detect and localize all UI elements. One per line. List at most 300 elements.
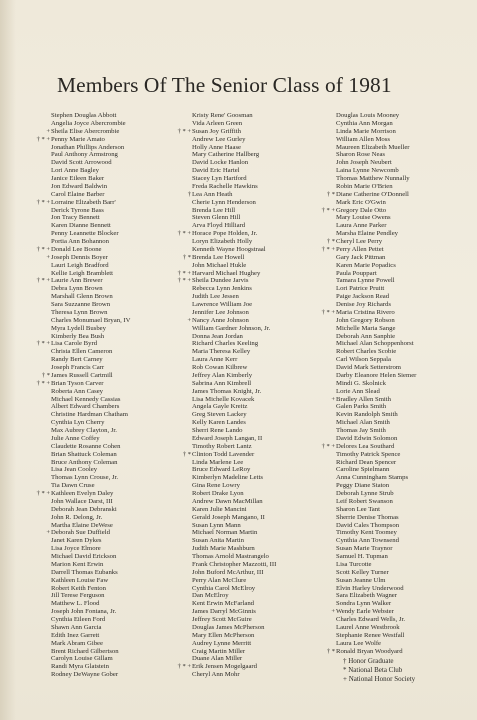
honor-marker: + [46, 529, 50, 537]
student-name: Douglas Louis Mooney [336, 112, 400, 119]
student-name: John Joseph Neubert [336, 159, 392, 167]
legend-item: † Honor Graduate [343, 657, 394, 665]
student-name: Lisa Carole Byrd [51, 340, 98, 348]
student-name: Lea Ann Heath [192, 190, 233, 198]
student-name: Laurie Ann Brewer [51, 277, 103, 285]
list-item [192, 159, 276, 167]
honor-marker: † * + [36, 379, 50, 387]
list-item [336, 553, 416, 561]
honor-marker: † * [182, 450, 191, 458]
student-name: Kevin Randolph Smith [336, 411, 398, 419]
list-item [192, 648, 276, 656]
student-name: John R. Delong, Jr. [51, 513, 103, 521]
list-item [192, 616, 276, 624]
list-item [336, 411, 416, 419]
student-name: David Cales Thompson [336, 521, 400, 529]
list-item [192, 214, 276, 222]
student-name: David Edwin Solomon [336, 434, 398, 442]
list-item [336, 624, 416, 632]
list-item [51, 356, 131, 364]
list-item [192, 144, 276, 152]
honor-marker: † * + [321, 442, 335, 450]
list-item [51, 474, 131, 482]
list-item [51, 451, 131, 459]
student-name: Holly Anne Haase [192, 143, 242, 151]
student-name: Maria Cristina Rivero [336, 308, 395, 316]
list-item [51, 506, 131, 514]
list-item [192, 553, 276, 561]
list-item [51, 592, 131, 600]
student-name: Timothy Kent Toomey [336, 529, 397, 537]
list-item [336, 325, 416, 333]
list-item [192, 632, 276, 640]
list-item [192, 246, 276, 254]
student-name: Darrell Thomas Eubanks [51, 568, 118, 576]
list-item [41, 371, 131, 380]
student-name: John Wallace Darst, III [51, 497, 113, 505]
honor-marker: † [187, 190, 191, 198]
list-item [336, 459, 416, 467]
list-item [336, 159, 416, 167]
student-name: Shawn Ann Garcia [51, 623, 102, 631]
student-name: Steven Glenn Hill [192, 214, 241, 222]
list-item [51, 466, 131, 474]
list-item [51, 144, 131, 152]
list-item [46, 127, 131, 136]
list-item [51, 585, 131, 593]
student-name: Tia Dawn Cruse [51, 482, 95, 490]
list-item [51, 498, 131, 506]
student-name: Cheryl Lee Perry [336, 238, 383, 245]
student-name: Stephen Douglas Abbott [51, 112, 117, 119]
student-name: Dan McElroy [192, 592, 229, 600]
list-item [336, 144, 416, 152]
student-name: Douglas James McPherson [192, 623, 265, 631]
student-name: Lori Anne Bagley [51, 167, 99, 175]
student-name: Paige Jackson Read [336, 293, 390, 301]
list-item [321, 442, 416, 451]
student-name: Judith Lee Jessen [192, 293, 239, 301]
student-name: Donald Lee Boone [51, 245, 102, 253]
student-name: Max Aubrey Clayton, Jr. [51, 427, 117, 434]
student-name: Angelia Joyce Abercrombie [51, 119, 126, 127]
list-item [192, 600, 276, 608]
list-item [336, 222, 416, 230]
student-name: Duane Alan Miller [192, 655, 243, 663]
student-name: Brent Richard Gilbertson [51, 647, 119, 655]
list-item [51, 207, 131, 215]
student-name: Jeffrey Scott McGuire [192, 616, 252, 623]
list-item [192, 655, 276, 663]
list-item [51, 309, 131, 317]
list-item [336, 372, 416, 380]
list-item [51, 459, 131, 467]
list-item [51, 151, 131, 159]
student-name: Christine Hardman Chatham [51, 411, 128, 419]
student-name: Randy Bert Carney [51, 356, 103, 364]
student-name: Mark Eric O'Gwin [336, 198, 386, 206]
student-name: Joseph Dennis Boyer [51, 253, 108, 261]
student-name: Gina Rene Lowry [192, 482, 240, 490]
student-name: Karen Julie Mancini [192, 505, 247, 513]
student-name: Nancy Anne Johnson [192, 316, 249, 324]
honor-marker: † * + [177, 269, 191, 277]
list-item [51, 191, 131, 199]
list-item [51, 600, 131, 608]
list-item [51, 655, 131, 663]
list-item [192, 309, 276, 317]
list-item [192, 435, 276, 443]
list-item [177, 230, 276, 238]
student-name: Janet Karen Dykes [51, 537, 102, 545]
list-item [336, 474, 416, 482]
list-item [336, 427, 416, 435]
student-name: Deborah Sue Duffield [51, 529, 110, 537]
student-name: Ronald Bryan Woodyard [336, 647, 403, 655]
list-item [192, 136, 276, 144]
student-name: Cynthia Ann Morgan [336, 119, 393, 127]
student-name: Stacey Lyn Hartford [192, 175, 247, 182]
list-item [336, 128, 416, 136]
student-name: Jill Terese Ferguson [51, 592, 105, 600]
student-name: Matthew L. Flood [51, 600, 100, 608]
name-column-2 [177, 112, 277, 679]
student-name: Portia Ann Bohannon [51, 238, 109, 245]
list-item [336, 348, 416, 356]
student-name: Horace Pope Holden, Jr. [192, 230, 258, 238]
list-item [192, 364, 276, 372]
list-item [187, 316, 276, 325]
student-name: Denise Joy Richards [336, 301, 391, 308]
honor-marker: † * + [36, 340, 50, 348]
student-name: Cherie Lynn Henderson [192, 198, 256, 206]
list-item [336, 522, 416, 530]
student-name: Robert Drake Lyon [192, 490, 244, 497]
list-item [192, 592, 276, 600]
student-name: Kellie Leigh Bramblett [51, 269, 114, 277]
list-item [192, 396, 276, 404]
student-name: Sharon Rose Neas [336, 151, 386, 159]
student-name: Robin Marie O'Brien [336, 182, 393, 190]
student-name: Janice Eileen Baker [51, 175, 105, 182]
student-name: Richard Dean Spencer [336, 458, 397, 466]
list-item [192, 529, 276, 537]
honor-marker: † * + [321, 206, 335, 214]
list-item [192, 285, 276, 293]
student-name: Stephanie Renee Westfall [336, 631, 405, 639]
student-name: Scott Kelley Turner [336, 568, 389, 576]
list-item [192, 293, 276, 301]
list-item [336, 151, 416, 159]
student-name: Judith Marie Mashburn [192, 545, 255, 553]
list-item [192, 112, 276, 120]
list-item [177, 277, 276, 285]
list-item [51, 348, 131, 356]
list-item [51, 616, 131, 624]
list-item [336, 640, 416, 648]
list-item [177, 269, 276, 278]
list-item [51, 230, 131, 238]
student-name: Lawrence William Joe [192, 301, 253, 308]
student-name: Paul Anthony Armstrong [51, 151, 118, 159]
list-item [192, 199, 276, 207]
student-name: Myra Lydell Busbey [51, 324, 106, 332]
list-item [51, 167, 131, 175]
honor-marker: † * + [177, 277, 191, 285]
student-name: Susan Marie Traynor [336, 545, 393, 553]
list-item [192, 380, 276, 388]
list-item [192, 608, 276, 616]
list-item [336, 214, 416, 222]
student-name: Kristy Rene' Goosman [192, 112, 253, 119]
student-name: Edward Joseph Langan, II [192, 434, 263, 442]
list-item [51, 262, 131, 270]
list-item [51, 608, 131, 616]
honor-marker: † * + [36, 490, 50, 497]
student-name: Debra Lynn Brown [51, 285, 103, 293]
list-item [51, 175, 131, 183]
list-item [336, 585, 416, 593]
student-name: Lorraine Elizabeth Barr' [51, 198, 116, 206]
list-item [336, 632, 416, 640]
list-item [51, 120, 131, 128]
student-name: Sondra Lynn Walker [336, 600, 392, 608]
student-name: James Russell Cartmill [51, 371, 113, 379]
student-name: Tamara Lynne Powell [336, 277, 395, 285]
list-item [192, 167, 276, 175]
list-item [336, 569, 416, 577]
student-name: David Mark Setterstrom [336, 364, 402, 371]
list-item [336, 293, 416, 301]
student-name: Leif Robert Swanson [336, 497, 393, 505]
student-name: Clinton Todd Lavender [192, 450, 255, 458]
list-item [321, 245, 416, 254]
student-name: Randi Myra Glatstein [51, 663, 109, 671]
student-name: Andrew Dawn MacMillan [192, 497, 263, 505]
list-item [336, 506, 416, 514]
list-item [192, 585, 276, 593]
list-item [336, 388, 416, 396]
student-name: Joseph Francis Carr [51, 364, 105, 371]
list-item [51, 222, 131, 230]
student-name: Jeffrey Alan Kimberly [192, 371, 253, 379]
list-item [51, 364, 131, 372]
list-item [336, 364, 416, 372]
list-item [326, 238, 416, 246]
honor-marker: + [46, 127, 50, 135]
list-item [336, 380, 416, 388]
list-item [51, 569, 131, 577]
student-name: Lauri Leigh Bradford [51, 261, 109, 269]
student-name: Andrew Lee Gurley [192, 135, 246, 143]
student-name: Rebecca Lynn Jenkins [192, 285, 252, 293]
list-item [321, 308, 416, 317]
list-item [51, 317, 131, 325]
list-item [51, 325, 131, 333]
student-name: Derick Tyrone Bass [51, 206, 104, 214]
list-item [192, 577, 276, 585]
list-item [51, 419, 131, 427]
list-item [51, 545, 131, 553]
student-name: Sabrina Ann Kimbrell [192, 379, 252, 387]
student-name: Bruce Edward LeRoy [192, 466, 251, 474]
list-item [46, 253, 131, 262]
student-name: Galen Parks Smith [336, 403, 387, 411]
list-item [51, 403, 131, 411]
list-item [36, 379, 131, 388]
student-name: Christa Ellen Cameron [51, 348, 113, 356]
list-item [46, 529, 131, 537]
list-item [192, 443, 276, 451]
student-name: Brian Tyson Carver [51, 379, 104, 387]
list-item [336, 175, 416, 183]
student-name: Laura Anne Kerr [192, 356, 238, 364]
list-item [182, 253, 276, 262]
student-name: Bradley Allen Smith [336, 395, 391, 403]
list-item [326, 190, 416, 199]
page-title: Members Of The Senior Class of 1981 [57, 73, 392, 97]
honor-marker: + [331, 395, 335, 403]
list-item [192, 474, 276, 482]
student-name: Charles Edward Wells, Jr. [336, 616, 405, 623]
student-name: Wendy Earle Webster [336, 608, 394, 616]
student-name: David Eric Hartel [192, 167, 240, 175]
list-item [331, 395, 416, 404]
list-item [51, 285, 131, 293]
student-name: Maureen Elizabeth Mueller [336, 143, 410, 151]
honor-marker: † * + [321, 245, 335, 253]
student-name: Linda Marlene Lee [192, 458, 244, 466]
list-item [336, 451, 416, 459]
student-name: Penny Marie Amato [51, 135, 105, 143]
list-item [336, 277, 416, 285]
honor-marker: † * + [177, 230, 191, 238]
list-item [192, 537, 276, 545]
list-item [336, 301, 416, 309]
student-name: Jennifer Lee Johnson [192, 308, 249, 316]
student-name: Kent Erwin McFarland [192, 600, 255, 608]
student-name: Roberta Ann Casey [51, 387, 104, 395]
list-item [192, 466, 276, 474]
list-item [51, 514, 131, 522]
list-item [192, 372, 276, 380]
list-item [192, 222, 276, 230]
student-name: William Allen Moss [336, 135, 390, 143]
student-name: Samuel H. Tupman [336, 553, 388, 560]
student-name: Mary Ellen McPherson [192, 631, 255, 639]
list-item [192, 490, 276, 498]
student-name: Harvard Michael Hughey [192, 269, 261, 277]
list-item [192, 262, 276, 270]
list-item [192, 482, 276, 490]
honor-marker: † * + [177, 663, 191, 671]
list-item [192, 301, 276, 309]
student-name: Jonathan Phillips Anderson [51, 143, 125, 151]
list-item [182, 450, 276, 459]
student-name: Darby Eleanore Helen Siemer [336, 371, 417, 379]
list-item [51, 632, 131, 640]
student-name: Karen Dianne Bennett [51, 222, 111, 230]
student-name: William Gardner Johnson, Jr. [192, 324, 271, 332]
student-name: Laura Lee Wolfe [336, 639, 382, 647]
list-item [192, 459, 276, 467]
list-item [192, 388, 276, 396]
list-item [336, 120, 416, 128]
list-item [192, 506, 276, 514]
list-item [192, 514, 276, 522]
list-item [336, 340, 416, 348]
student-name: Sara Suzzanne Brown [51, 301, 111, 308]
list-item [192, 183, 276, 191]
student-name: Michael David Erickson [51, 553, 117, 560]
list-item [336, 112, 416, 120]
list-item [192, 671, 276, 679]
student-name: Kenneth Wayne Hoogstraal [192, 245, 266, 253]
list-item [336, 419, 416, 427]
student-name: Lisa Turcotte [336, 560, 372, 568]
list-item [51, 293, 131, 301]
honor-marker: † * [326, 647, 335, 655]
student-name: Sara Elizabeth Wagner [336, 592, 397, 600]
student-name: Cynthia Lyn Cherry [51, 419, 105, 427]
student-name: David Scott Arrowood [51, 159, 112, 167]
honor-marker: † * [326, 238, 335, 245]
list-item [192, 411, 276, 419]
list-item [336, 435, 416, 443]
student-name: Laura Anne Parker [336, 222, 387, 230]
list-item [192, 120, 276, 128]
list-item [336, 545, 416, 553]
student-name: Robert Keith Fenton [51, 584, 106, 592]
list-item [36, 198, 131, 207]
student-name: Richard Charles Keeling [192, 340, 259, 348]
list-item [336, 403, 416, 411]
list-item [51, 435, 131, 443]
student-name: Theresa Lynn Brown [51, 308, 108, 316]
list-item [51, 537, 131, 545]
list-item [192, 151, 276, 159]
list-item [336, 490, 416, 498]
student-name: Cheryl Ann Mohr [192, 671, 240, 679]
list-item [192, 403, 276, 411]
list-item [192, 175, 276, 183]
list-item [36, 340, 131, 348]
student-name: Sherri Rene Lando [192, 427, 243, 434]
student-name: Gerald Joseph Mangano, II [192, 513, 265, 521]
student-name: Arva Floyd Hilliard [192, 222, 246, 230]
list-item [336, 529, 416, 537]
list-item [321, 206, 416, 215]
student-name: Charles Monumael Bryan, IV [51, 316, 131, 324]
legend-item: + National Honor Society [343, 675, 416, 684]
legend-item: * National Beta Club [343, 666, 403, 675]
student-name: Laina Lynne Newcomb [336, 167, 399, 175]
student-name: Mary Catherine Hallberg [192, 151, 260, 159]
name-column-3 [321, 112, 417, 655]
student-name: Thomas Lynn Crouse, Jr. [51, 474, 119, 482]
student-name: Audrey Lynne Merritt [192, 639, 252, 647]
student-name: Cynthia Eileen Ford [51, 616, 106, 623]
student-name: Anna Cunningham Stamps [336, 474, 409, 482]
list-item [36, 135, 131, 144]
student-name: Laurel Anne Westbrook [336, 623, 400, 631]
student-name: Kimberlyn Madeline Letts [192, 474, 263, 482]
student-name: Brian Shattuck Coleman [51, 450, 117, 458]
student-name: Marsha Elaine Pendley [336, 230, 399, 238]
student-name: Donna Jean Jordan [192, 332, 243, 340]
student-name: Joseph John Fontana, Jr. [51, 608, 117, 616]
list-item [51, 671, 131, 679]
